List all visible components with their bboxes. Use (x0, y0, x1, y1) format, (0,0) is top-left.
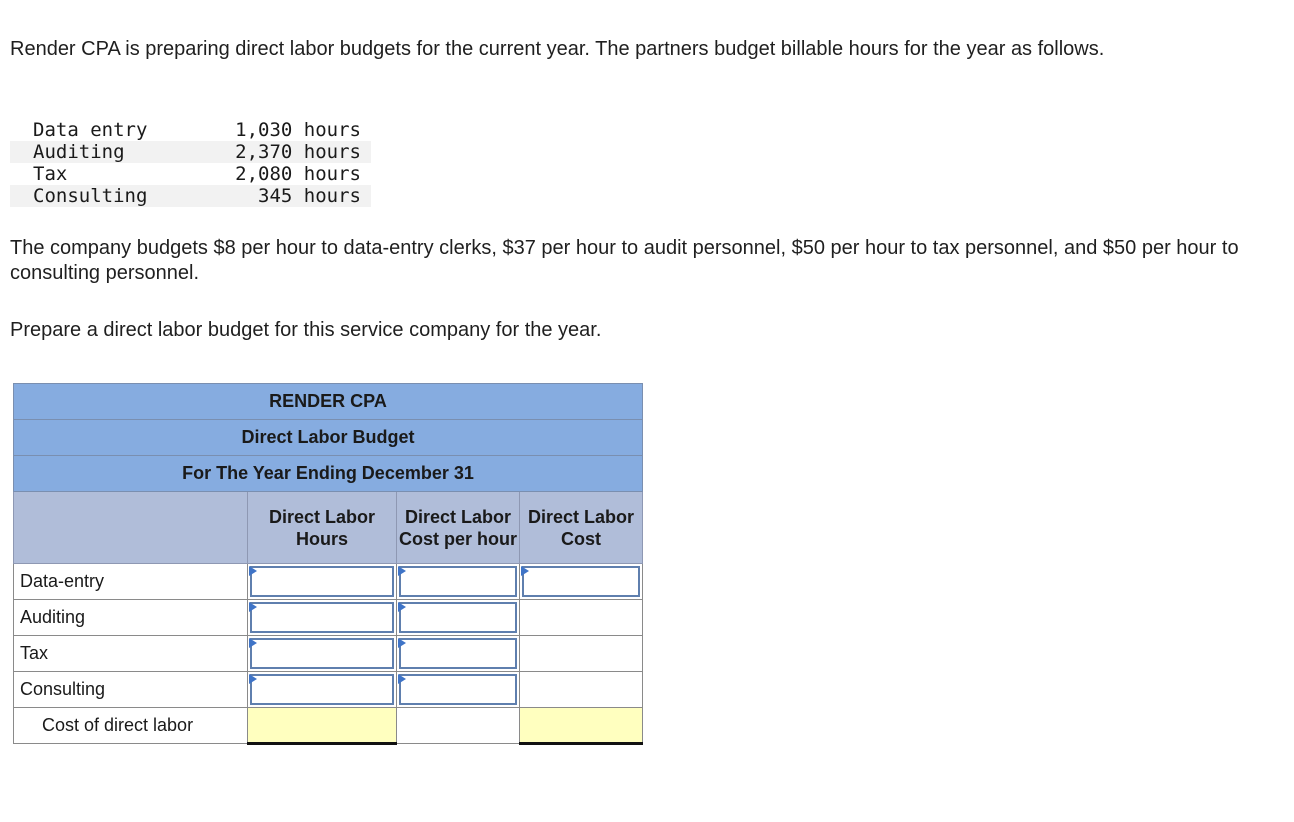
input-box[interactable] (250, 638, 394, 669)
row-label-header (14, 492, 248, 564)
table-row (14, 672, 643, 708)
budget-period: For The Year Ending December 31 (14, 456, 643, 492)
given-category: Consulting (10, 185, 201, 207)
given-row (10, 163, 371, 185)
dropdown-indicator-icon (249, 566, 257, 576)
consulting-rate-input[interactable] (397, 672, 520, 708)
consulting-cost-cell[interactable] (520, 672, 643, 708)
row-label-auditing: Auditing (14, 600, 248, 636)
input-box[interactable] (522, 566, 640, 597)
col-header-rate: Direct Labor Cost per hour (397, 492, 520, 564)
auditing-rate-input[interactable] (397, 600, 520, 636)
auditing-hours-input[interactable] (248, 600, 397, 636)
given-category: Tax (33, 163, 68, 185)
budget-title: Direct Labor Budget (14, 420, 643, 456)
given-category: Auditing (10, 141, 201, 163)
given-row (10, 141, 371, 163)
row-label-data-entry: Data-entry (14, 564, 248, 600)
given-hours: 1,030 hours (235, 119, 361, 141)
input-box[interactable] (250, 566, 394, 597)
dropdown-indicator-icon (398, 638, 406, 648)
input-box[interactable] (399, 566, 517, 597)
auditing-cost-cell[interactable] (520, 600, 643, 636)
col-header-cost: Direct Labor Cost (520, 492, 643, 564)
table-row (14, 636, 643, 672)
table-row (14, 600, 643, 636)
company-name: RENDER CPA (14, 384, 643, 420)
col-header-hours: Direct Labor Hours (248, 492, 397, 564)
row-label-consulting: Consulting (14, 672, 248, 708)
tax-cost-cell[interactable] (520, 636, 643, 672)
dropdown-indicator-icon (249, 638, 257, 648)
given-category: Data entry (33, 119, 148, 141)
table-row (14, 564, 643, 600)
dropdown-indicator-icon (249, 602, 257, 612)
input-box[interactable] (399, 674, 517, 705)
row-label-tax: Tax (14, 636, 248, 672)
dropdown-indicator-icon (521, 566, 529, 576)
data-entry-hours-input[interactable] (248, 564, 397, 600)
data-entry-cost-input[interactable] (520, 564, 643, 600)
given-row (10, 185, 371, 207)
dropdown-indicator-icon (398, 602, 406, 612)
input-box[interactable] (399, 638, 517, 669)
total-row (14, 708, 643, 744)
tax-rate-input[interactable] (397, 636, 520, 672)
data-entry-rate-input[interactable] (397, 564, 520, 600)
dropdown-indicator-icon (398, 674, 406, 684)
tax-hours-input[interactable] (248, 636, 397, 672)
intro-text: Render CPA is preparing direct labor budgets for the current year. The partners budget billable hours for the year as follows. (10, 38, 1105, 60)
consulting-hours-input[interactable] (248, 672, 397, 708)
input-box[interactable] (399, 602, 517, 633)
dropdown-indicator-icon (398, 566, 406, 576)
total-cost-cell[interactable] (520, 708, 643, 744)
given-hours: 2,080 hours (235, 163, 361, 185)
input-box[interactable] (250, 674, 394, 705)
total-rate-cell (397, 708, 520, 744)
given-hours: 2,370 hours (201, 141, 371, 163)
billable-hours-table (10, 119, 371, 207)
total-hours-cell[interactable] (248, 708, 397, 744)
direct-labor-budget-table (13, 383, 643, 745)
total-label: Cost of direct labor (14, 708, 248, 744)
instruction-text: Prepare a direct labor budget for this service company for the year. (10, 319, 602, 341)
given-row (10, 119, 371, 141)
input-box[interactable] (250, 602, 394, 633)
rates-text: The company budgets $8 per hour to data-entry clerks, $37 per hour to audit personnel, $50 per hour to tax personnel, and $50 per hour to consulting personnel. (10, 237, 1239, 284)
given-hours: 345 hours (201, 185, 371, 207)
dropdown-indicator-icon (249, 674, 257, 684)
